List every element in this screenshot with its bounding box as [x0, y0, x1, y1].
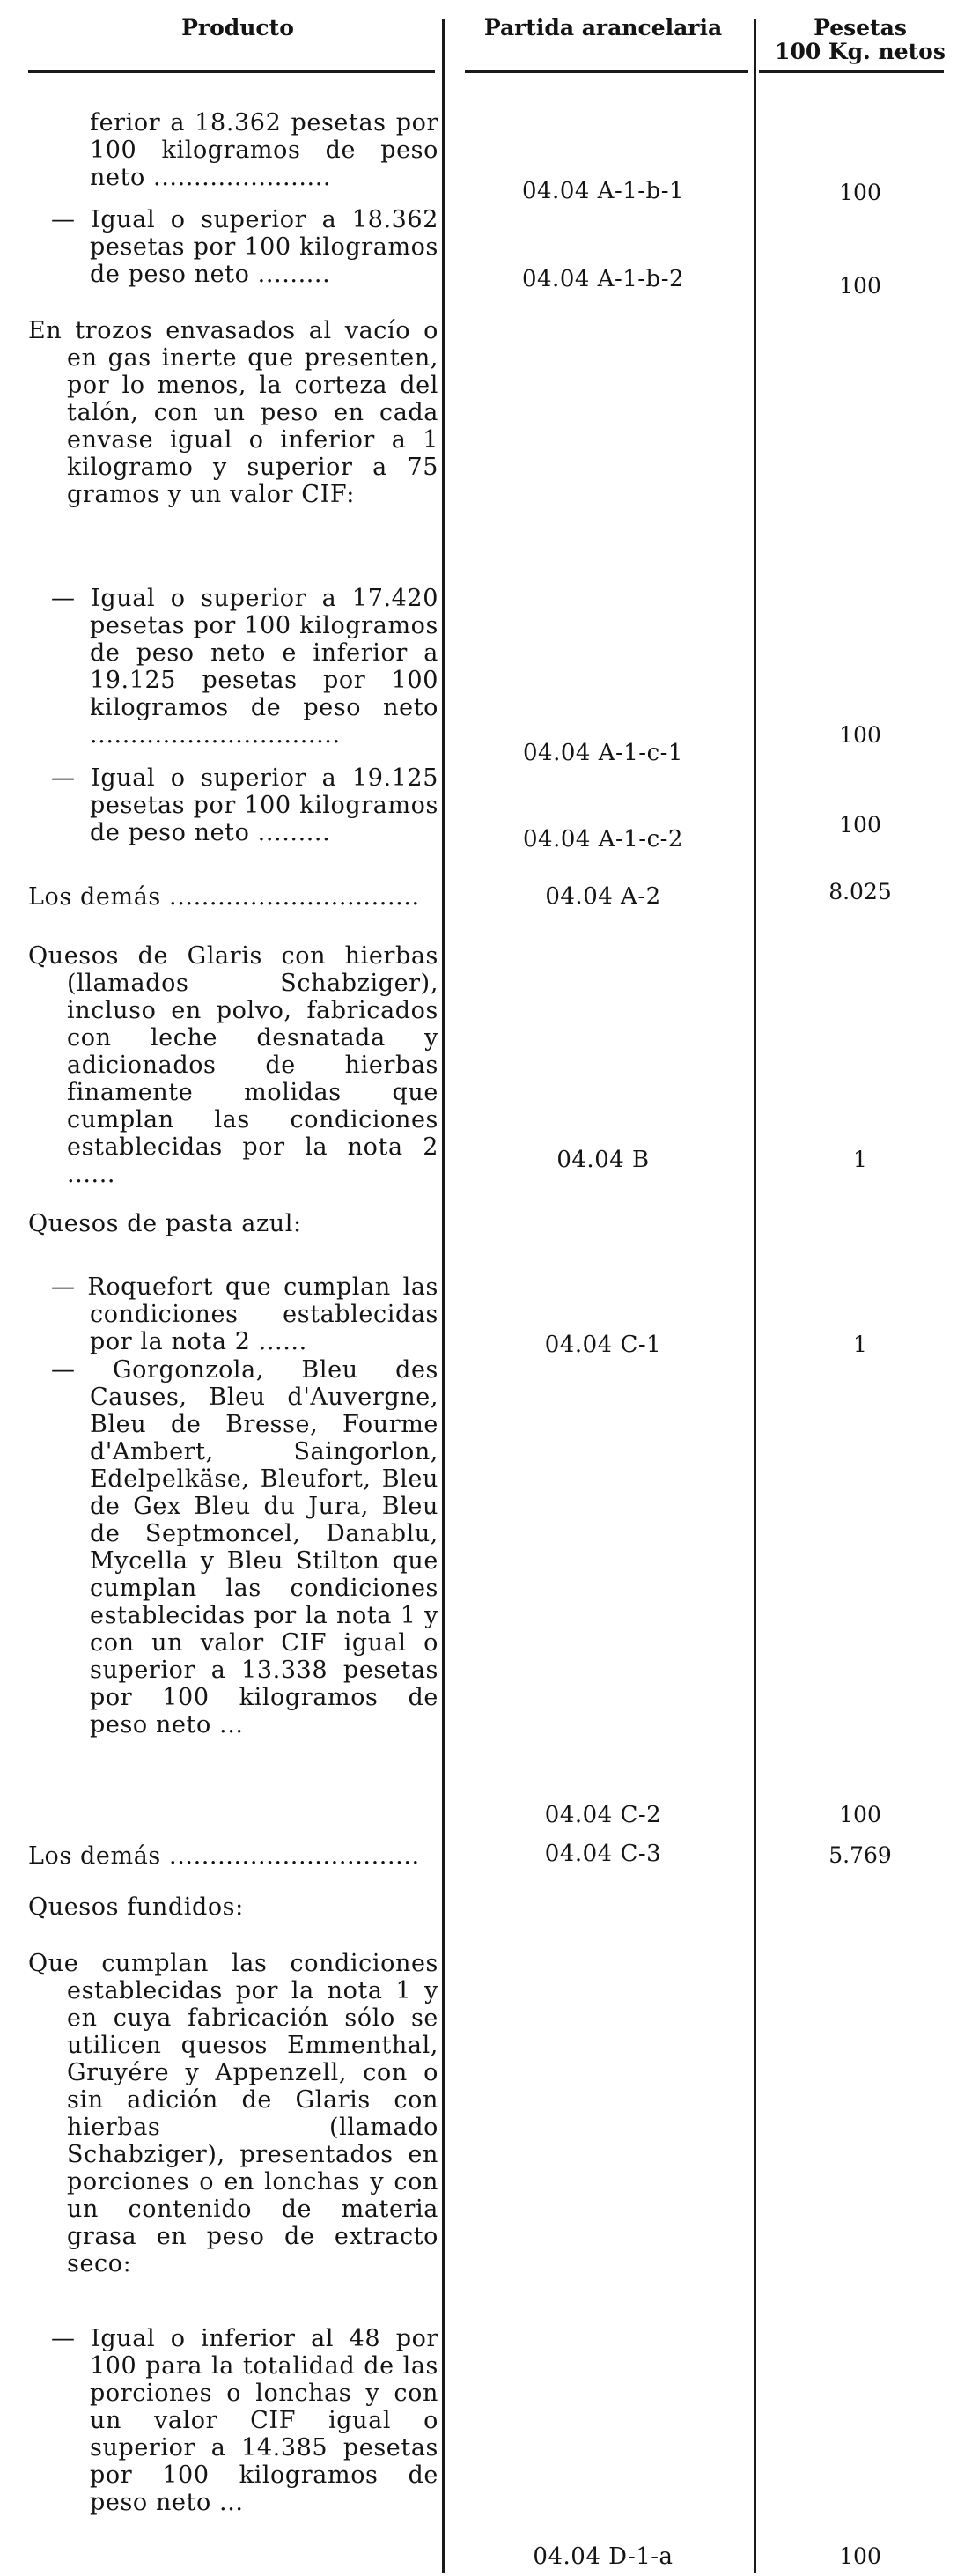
duty-value: 100	[839, 180, 881, 205]
tariff-code: 04.04 C-3	[544, 1841, 662, 1867]
product-description: — Gorgonzola, Bleu des Causes, Bleu d'Auvergne, Bleu de Bresse, Fourme d'Ambert, Saingorlon, Edelpelkäse, Bleufort, Bleu de Gex Bleu du Jura, Bleu de Septmoncel, Danablu, Mycella y Bleu Stilton que cumplan las condiciones establecidas por la nota 1 y con un valor CIF igual o superior a 13.338 pesetas por 100 kilogramos de peso neto ...	[51, 1356, 438, 1738]
tariff-code: 04.04 D-1-a	[533, 2543, 674, 2570]
product-description: — Igual o superior a 18.362 pesetas por 100 kilogramos de peso neto .........	[51, 206, 438, 288]
duty-value: 100	[839, 1802, 881, 1827]
product-description: Los demás ...............................	[28, 883, 420, 911]
tariff-code: 04.04 A-2	[545, 883, 661, 910]
column-divider-2	[754, 19, 756, 2573]
duty-value: 1	[853, 1332, 867, 1357]
duty-value: 8.025	[828, 879, 892, 904]
duty-value: 5.769	[828, 1842, 892, 1868]
column-header-pesetas	[768, 16, 953, 63]
column-header-pesetas-line2: 100 Kg. netos	[775, 39, 946, 64]
product-description: ferior a 18.362 pesetas por 100 kilogramos de peso neto ......................	[90, 109, 438, 191]
column-header-pesetas-line1: Pesetas	[813, 15, 907, 41]
column-divider-1	[442, 19, 445, 2573]
product-description: — Igual o superior a 17.420 pesetas por 100 kilogramos de peso neto e inferior a 19.125 pesetas por 100 kilogramos de peso neto ...............................	[51, 585, 438, 749]
header-rule-partida	[465, 70, 748, 73]
tariff-code: 04.04 A-1-b-1	[521, 178, 685, 204]
duty-value: 100	[839, 2543, 881, 2569]
section-description: Que cumplan las condiciones establecidas por la nota 1 y en cuya fabricación sólo se utilicen quesos Emmenthal, Gruyére y Appenzell, con o sin adición de Glaris con hierbas (llamado Schabziger), presentados en porciones o en lonchas y con un contenido de materia grasa en peso de extracto seco:	[28, 1950, 438, 2277]
section-description: Quesos fundidos:	[28, 1893, 244, 1921]
product-description: Los demás ...............................	[28, 1842, 420, 1870]
header-rule-producto	[28, 70, 435, 73]
tariff-code: 04.04 B	[556, 1147, 650, 1173]
column-header-producto: Producto	[181, 15, 294, 41]
product-description: Quesos de Glaris con hierbas (llamados Schabziger), incluso en polvo, fabricados con leche desnatada y adicionados de hierbas finamente molidas que cumplan las condiciones establecidas por la nota 2 ......	[28, 942, 438, 1188]
header-rule-pesetas	[759, 70, 944, 73]
duty-value: 100	[839, 812, 881, 838]
tariff-code: 04.04 C-2	[544, 1802, 662, 1828]
duty-value: 100	[839, 273, 881, 299]
section-description: Quesos de pasta azul:	[28, 1210, 302, 1237]
column-header-partida: Partida arancelaria	[483, 15, 723, 41]
duty-value: 1	[853, 1147, 867, 1172]
tariff-code: 04.04 C-1	[544, 1332, 662, 1358]
product-description: — Roquefort que cumplan las condiciones establecidas por la nota 2 ......	[51, 1273, 438, 1355]
tariff-code: 04.04 A-1-c-2	[523, 826, 683, 853]
duty-value: 100	[839, 722, 881, 748]
section-description: En trozos envasados al vacío o en gas inerte que presenten, por lo menos, la corteza del talón, con un peso en cada envase igual o inferior a 1 kilogramo y superior a 75 gramos y un valor CIF:	[28, 317, 438, 508]
product-description: — Igual o superior a 19.125 pesetas por 100 kilogramos de peso neto .........	[51, 764, 438, 846]
tariff-code: 04.04 A-1-c-1	[523, 740, 683, 766]
tariff-code: 04.04 A-1-b-2	[521, 266, 685, 292]
product-description: — Igual o inferior al 48 por 100 para la totalidad de las porciones o lonchas y con un valor CIF igual o superior a 14.385 pesetas por 100 kilogramos de peso neto ...	[51, 2325, 438, 2516]
